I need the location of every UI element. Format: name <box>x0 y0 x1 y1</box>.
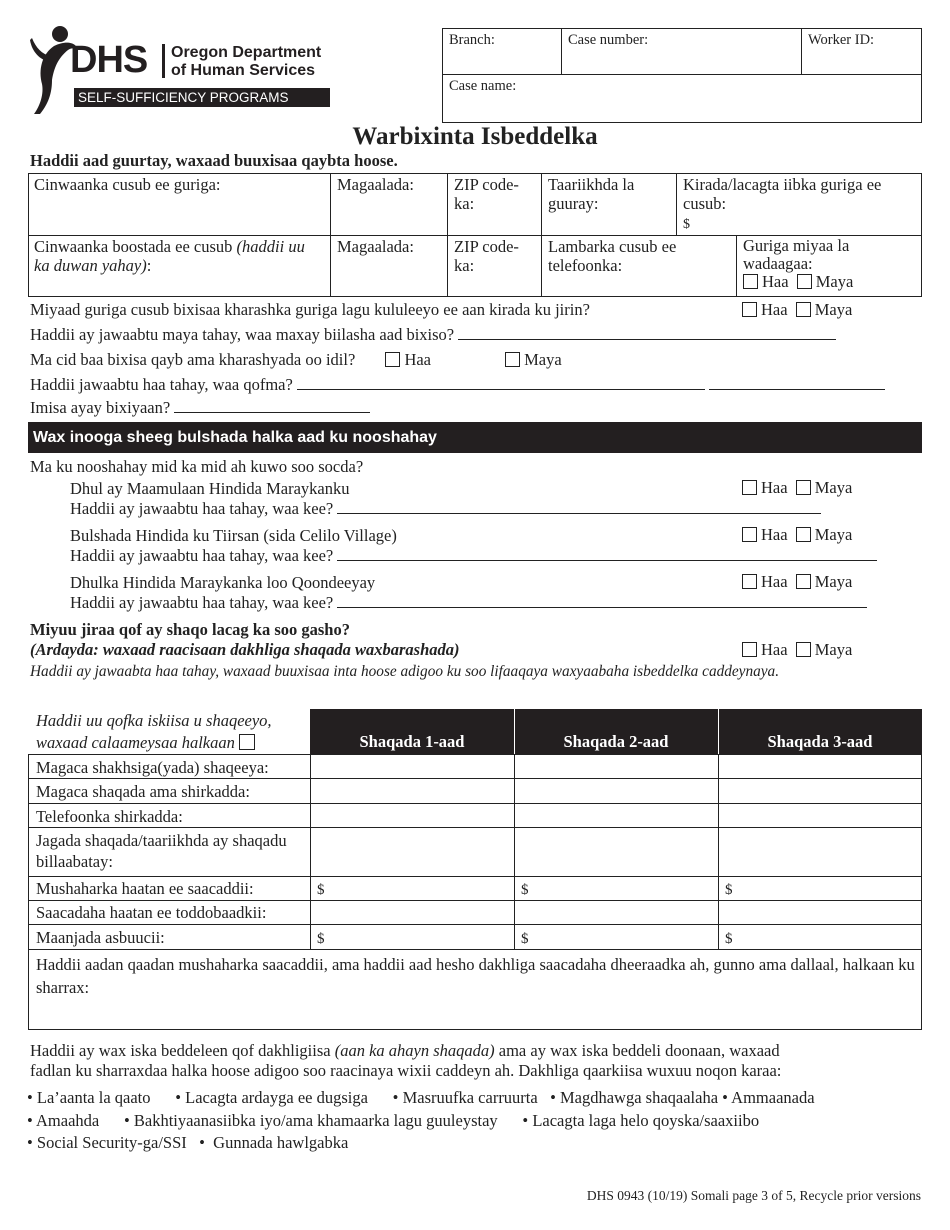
income-types-line1: • La’aanta la qaato • Lacagta ardayga ee dugsiga • Masruufka carruurta • Magdhawga shaqaalaha • Ammaanada <box>27 1088 815 1107</box>
rent-currency: $ <box>683 217 690 232</box>
jobs-col-sep-2 <box>718 754 719 949</box>
branch-field[interactable]: Branch: <box>449 32 495 48</box>
job-3-weekly-currency: $ <box>725 931 733 947</box>
job-3-wage-currency: $ <box>725 882 733 898</box>
who-question-text: Haddii jawaabtu haa tahay, waa qofma? <box>30 375 293 394</box>
dhs-logo <box>28 24 333 116</box>
page-title: Warbixinta Isbeddelka <box>352 123 598 150</box>
community-item-3: Dhulka Hindida Maraykanka loo Qoondeeyay <box>70 573 376 592</box>
share-costs-no-checkbox[interactable] <box>505 352 520 367</box>
community-3-answer-line[interactable] <box>337 593 867 608</box>
self-employed-line2: waxaad calaameysaa halkaan <box>36 733 235 752</box>
heating-question-text: Miyaad guriga cusub bixisaa kharashka guriga lagu kululeeyo ee aan kirada ku jirin? <box>30 300 590 319</box>
community-3-no-checkbox[interactable] <box>796 574 811 589</box>
share-costs-yes-checkbox[interactable] <box>385 352 400 367</box>
community-2-yes-label: Haa <box>761 525 788 544</box>
page-subtitle: Haddii aad guurtay, waxaad buuxisaa qaybta hoose. <box>30 151 398 170</box>
job-2-wage-currency: $ <box>521 882 529 898</box>
mailing-address-label: Cinwaanka boostada ee cusub <box>34 237 233 256</box>
share-costs-yes-label: Haa <box>404 350 432 369</box>
shared-home-yes-checkbox[interactable] <box>743 274 758 289</box>
bills-question <box>30 325 836 345</box>
work-options <box>742 640 852 660</box>
community-item-1-followup <box>70 499 821 519</box>
self-employed-checkbox[interactable] <box>239 734 255 750</box>
community-item-3-options <box>742 572 852 592</box>
heating-options <box>742 300 852 320</box>
job-1-weekly-currency: $ <box>317 931 325 947</box>
shared-home-label: Guriga miyaa la wadaagaa: <box>743 236 850 273</box>
work-instruction: Haddii ay jawaabta haa tahay, waxaad buuxisaa inta hoose adigoo ku soo lifaaqaya waxyaabaha isbeddelka caddeynaya. <box>30 663 780 680</box>
community-2-yes-checkbox[interactable] <box>742 527 757 542</box>
jobs-row-label: Maanjada asbuucii: <box>36 928 165 947</box>
shared-home-yes-label: Haa <box>762 272 789 291</box>
community-2-follow-text: Haddii ay jawaabtu haa tahay, waa kee? <box>70 546 334 565</box>
case-name-field[interactable]: Case name: <box>449 78 517 94</box>
logo-dhs-text: DHS <box>70 39 148 81</box>
jobs-row-line-2 <box>28 803 922 804</box>
form-footer: DHS 0943 (10/19) Somali page 3 of 5, Recycle prior versions <box>586 1188 921 1203</box>
community-item-1-options <box>742 478 852 498</box>
community-2-no-label: Maya <box>814 525 853 544</box>
mailing-address-colon: : <box>146 256 152 275</box>
job-1-wage-currency: $ <box>317 882 325 898</box>
zip1-label: ZIP code-ka: <box>454 175 519 213</box>
income-change-text <box>30 1041 930 1081</box>
mailing-address-field[interactable] <box>28 235 330 297</box>
work-yes-label: Haa <box>761 640 788 659</box>
city2-field[interactable] <box>330 235 447 297</box>
community-1-answer-line[interactable] <box>337 499 821 514</box>
new-address-field[interactable] <box>28 173 330 235</box>
jobs-row-label: Mushaharka haatan ee saacaddii: <box>36 879 254 898</box>
shared-home-no-checkbox[interactable] <box>797 274 812 289</box>
work-no-checkbox[interactable] <box>796 642 811 657</box>
jobs-row-label: Magaca shaqada ama shirkadda: <box>36 782 250 801</box>
logo-program-bar: SELF-SUFFICIENCY PROGRAMS <box>74 88 330 107</box>
community-item-2-options <box>742 525 852 545</box>
rent-label: Kirada/lacagta iibka guriga ee cusub: <box>683 175 882 213</box>
mailing-address-note: (haddii uu ka duwan yahay) <box>34 237 305 275</box>
move-date-field[interactable] <box>541 173 676 235</box>
jobs-row-label: Telefoonka shirkadda: <box>36 807 183 826</box>
job-2-header: Shaqada 2-aad <box>563 732 669 751</box>
admin-vline2 <box>801 28 802 75</box>
community-1-follow-text: Haddii ay jawaabtu haa tahay, waa kee? <box>70 499 334 518</box>
income-types-line2: • Amaahda • Bakhtiyaanasiibka iyo/ama khamaarka lagu guuleystay • Lacagta laga helo qoyska/saaxiibo <box>27 1111 760 1130</box>
community-1-no-checkbox[interactable] <box>796 480 811 495</box>
community-1-yes-checkbox[interactable] <box>742 480 757 495</box>
community-1-no-label: Maya <box>814 478 853 497</box>
self-employed-line1: Haddii uu qofka iskiisa u shaqeeyo, <box>36 711 272 730</box>
jobs-row-line-7 <box>28 949 922 950</box>
self-employed-note <box>36 710 272 754</box>
share-costs-question-text: Ma cid baa bixisa qayb ama kharashyada oo idil? <box>30 350 356 369</box>
city1-field[interactable] <box>330 173 447 235</box>
community-1-yes-label: Haa <box>761 478 788 497</box>
shared-home-no-label: Maya <box>815 272 854 291</box>
zip1-field[interactable] <box>447 173 541 235</box>
phone-field[interactable] <box>541 235 736 297</box>
community-2-answer-line[interactable] <box>337 546 877 561</box>
community-3-follow-text: Haddii ay jawaabtu haa tahay, waa kee? <box>70 593 334 612</box>
admin-vline1 <box>561 28 562 75</box>
phone-label: Lambarka cusub ee telefoonka: <box>548 237 677 275</box>
jobs-col-sep-0 <box>310 754 311 949</box>
zip2-field[interactable] <box>447 235 541 297</box>
community-3-yes-checkbox[interactable] <box>742 574 757 589</box>
heating-yes-label: Haa <box>761 300 788 319</box>
job-2-weekly-currency: $ <box>521 931 529 947</box>
share-costs-question <box>30 350 562 370</box>
jobs-row-label: Jagada shaqada/taariikhda ay shaqadu billaabatay: <box>36 831 287 871</box>
work-no-label: Maya <box>814 640 853 659</box>
income-text-a: Haddii ay wax iska beddeleen qof dakhligiisa <box>30 1041 331 1060</box>
city2-label: Magaalada: <box>337 237 414 256</box>
who-answer-line-2[interactable] <box>709 375 885 390</box>
move-date-label: Taariikhda la guuray: <box>548 175 635 213</box>
rent-field[interactable] <box>676 173 922 235</box>
jobs-col-sep-1 <box>514 754 515 949</box>
heating-no-checkbox[interactable] <box>796 302 811 317</box>
logo-org-line2: of Human Services <box>171 62 316 79</box>
income-text-b: ama ay wax iska beddeli doonaan, waxaad <box>498 1041 780 1060</box>
job-1-header: Shaqada 1-aad <box>359 732 465 751</box>
heating-yes-checkbox[interactable] <box>742 302 757 317</box>
community-item-2-followup <box>70 546 877 566</box>
worker-id-field[interactable]: Worker ID: <box>808 32 875 48</box>
community-item-3-followup <box>70 593 867 613</box>
city1-label: Magaalada: <box>337 175 414 194</box>
jobs-row-label: Saacadaha haatan ee toddobaadkii: <box>36 903 267 922</box>
bills-answer-line[interactable] <box>458 325 836 340</box>
jobs-explain-field[interactable] <box>36 953 916 999</box>
community-intro: Ma ku nooshahay mid ka mid ah kuwo soo socda? <box>30 457 364 476</box>
who-question <box>30 375 885 395</box>
jobs-explain-label: Haddii aadan qaadan mushaharka saacaddii, ama haddii aad hesho dakhliga saacadaha dheeraadka ah, gunno ama dallaal, halkaan ku sharrax: <box>36 955 915 997</box>
new-address-label: Cinwaanka cusub ee guriga: <box>34 175 221 194</box>
amount-question-text: Imisa ayay bixiyaan? <box>30 398 171 417</box>
zip2-label: ZIP code-ka: <box>454 237 519 275</box>
community-item-2: Bulshada Hindida ku Tiirsan (sida Celilo Village) <box>70 526 397 545</box>
community-3-yes-label: Haa <box>761 572 788 591</box>
who-answer-line[interactable] <box>297 375 705 390</box>
income-text-italic: (aan ka ahayn shaqada) <box>334 1041 495 1060</box>
community-3-no-label: Maya <box>814 572 853 591</box>
shared-home-field <box>736 235 922 297</box>
logo-org-line1: Oregon Department <box>171 44 322 61</box>
logo-divider <box>162 44 165 78</box>
heating-question <box>30 300 590 320</box>
income-text-c: fadlan ku sharraxdaa halka hoose adigoo soo raacinaya wixii caddeyn ah. Dakhliga qaarkiisa wuxuu noqon karaa: <box>30 1061 782 1080</box>
work-yes-checkbox[interactable] <box>742 642 757 657</box>
admin-hline <box>442 74 922 75</box>
jobs-row-label: Magaca shakhsiga(yada) shaqeeya: <box>36 758 269 777</box>
share-costs-no-label: Maya <box>524 350 562 369</box>
income-types-line3: • Social Security-ga/SSI • Gunnada hawlgabka <box>27 1133 349 1152</box>
job-3-header: Shaqada 3-aad <box>767 732 873 751</box>
case-number-field[interactable]: Case number: <box>568 32 649 48</box>
jobs-row-line-6 <box>28 924 922 925</box>
amount-question <box>30 398 370 418</box>
community-2-no-checkbox[interactable] <box>796 527 811 542</box>
bills-question-text: Haddii ay jawaabtu maya tahay, waa maxay biilasha aad bixiso? <box>30 325 455 344</box>
work-student-note: (Ardayda: waxaad raacisaan dakhliga shaqada waxbarashada) <box>30 640 460 659</box>
amount-answer-line[interactable] <box>174 398 370 413</box>
work-question: Miyuu jiraa qof ay shaqo lacag ka soo gasho? <box>30 620 350 639</box>
heating-no-label: Maya <box>814 300 853 319</box>
community-item-1: Dhul ay Maamulaan Hindida Maraykanku <box>70 479 350 498</box>
community-section-header: Wax inooga sheeg bulshada halka aad ku nooshahay <box>28 422 922 453</box>
